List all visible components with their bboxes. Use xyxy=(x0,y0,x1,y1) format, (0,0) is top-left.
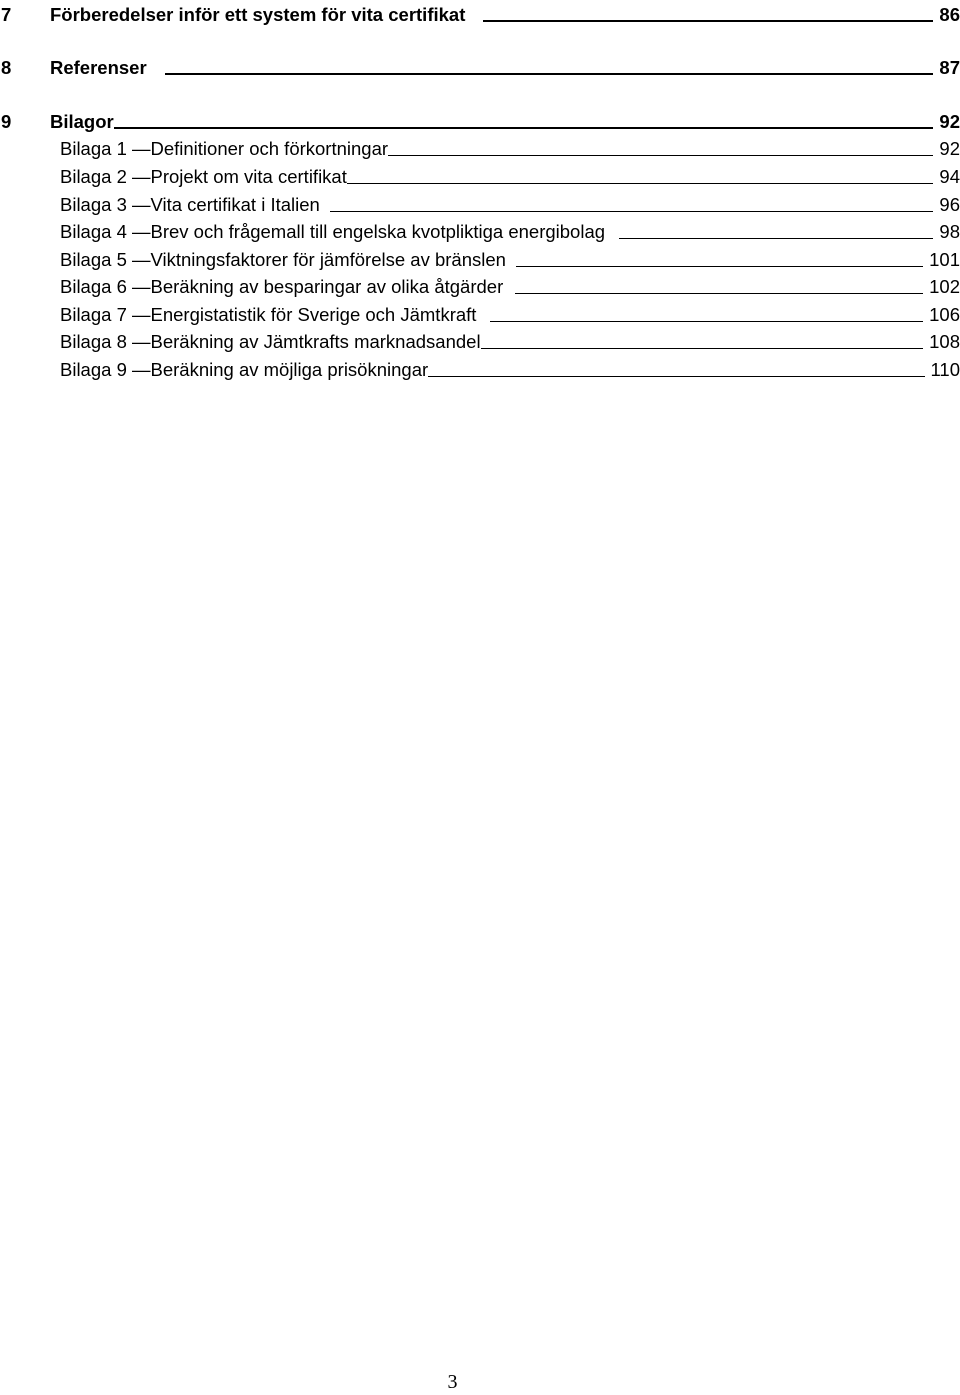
leader-line xyxy=(428,376,924,377)
appendix-title: Bilaga 6 —Beräkning av besparingar av olika åtgärder xyxy=(60,276,504,297)
toc-entry-bilaga-1[interactable] xyxy=(0,134,960,160)
page-number: 98 xyxy=(939,221,960,242)
page-number: 94 xyxy=(939,166,960,187)
chapter-title: Bilagor xyxy=(50,111,114,132)
page-number: 108 xyxy=(929,331,960,352)
appendix-title: Bilaga 4 —Brev och frågemall till engelska kvotpliktiga energibolag xyxy=(60,221,606,242)
toc-entry-bilaga-2[interactable] xyxy=(0,162,960,188)
page-number: 92 xyxy=(939,138,960,159)
leader-line xyxy=(483,20,933,22)
leader-line xyxy=(347,183,934,184)
toc-entry-chapter-8[interactable] xyxy=(0,53,960,79)
page-number: 106 xyxy=(929,304,960,325)
toc-entry-chapter-7[interactable] xyxy=(0,0,960,26)
toc-entry-bilaga-4[interactable] xyxy=(0,217,960,243)
leader-line xyxy=(330,211,934,212)
leader-line xyxy=(516,266,923,267)
page-number: 101 xyxy=(929,249,960,270)
page-footer-number: 3 xyxy=(447,1371,458,1393)
chapter-title: Förberedelser inför ett system för vita certifikat xyxy=(50,4,466,25)
page-number: 92 xyxy=(939,111,960,132)
appendix-title: Bilaga 1 —Definitioner och förkortningar xyxy=(60,138,389,159)
page-number: 102 xyxy=(929,276,960,297)
appendix-title: Bilaga 5 —Viktningsfaktorer för jämförelse av bränslen xyxy=(60,249,506,270)
leader-line xyxy=(515,293,923,294)
toc-entry-bilaga-8[interactable] xyxy=(0,327,960,353)
chapter-number: 8 xyxy=(1,57,12,78)
appendix-title: Bilaga 3 —Vita certifikat i Italien xyxy=(60,194,320,215)
leader-line xyxy=(619,238,933,239)
toc-entry-bilaga-5[interactable] xyxy=(0,245,960,271)
page-number: 96 xyxy=(939,194,960,215)
toc-entry-chapter-9[interactable] xyxy=(0,107,960,133)
leader-line xyxy=(490,321,923,322)
appendix-title: Bilaga 9 —Beräkning av möjliga prisökningar xyxy=(60,359,429,380)
toc-entry-bilaga-3[interactable] xyxy=(0,190,960,216)
toc-entry-bilaga-6[interactable] xyxy=(0,272,960,298)
page-number: 110 xyxy=(930,359,960,380)
chapter-number: 7 xyxy=(1,4,12,25)
page-number: 87 xyxy=(939,57,960,78)
appendix-title: Bilaga 7 —Energistatistik för Sverige och Jämtkraft xyxy=(60,304,477,325)
toc-entry-bilaga-9[interactable] xyxy=(0,355,960,381)
toc-entry-bilaga-7[interactable] xyxy=(0,300,960,326)
leader-line xyxy=(481,348,924,349)
leader-line xyxy=(388,155,933,156)
page-number: 86 xyxy=(939,4,960,25)
appendix-title: Bilaga 2 —Projekt om vita certifikat xyxy=(60,166,347,187)
chapter-number: 9 xyxy=(1,111,12,132)
leader-line xyxy=(165,73,934,75)
chapter-title: Referenser xyxy=(50,57,147,78)
appendix-title: Bilaga 8 —Beräkning av Jämtkrafts marknadsandel xyxy=(60,331,481,352)
leader-line xyxy=(114,127,934,129)
